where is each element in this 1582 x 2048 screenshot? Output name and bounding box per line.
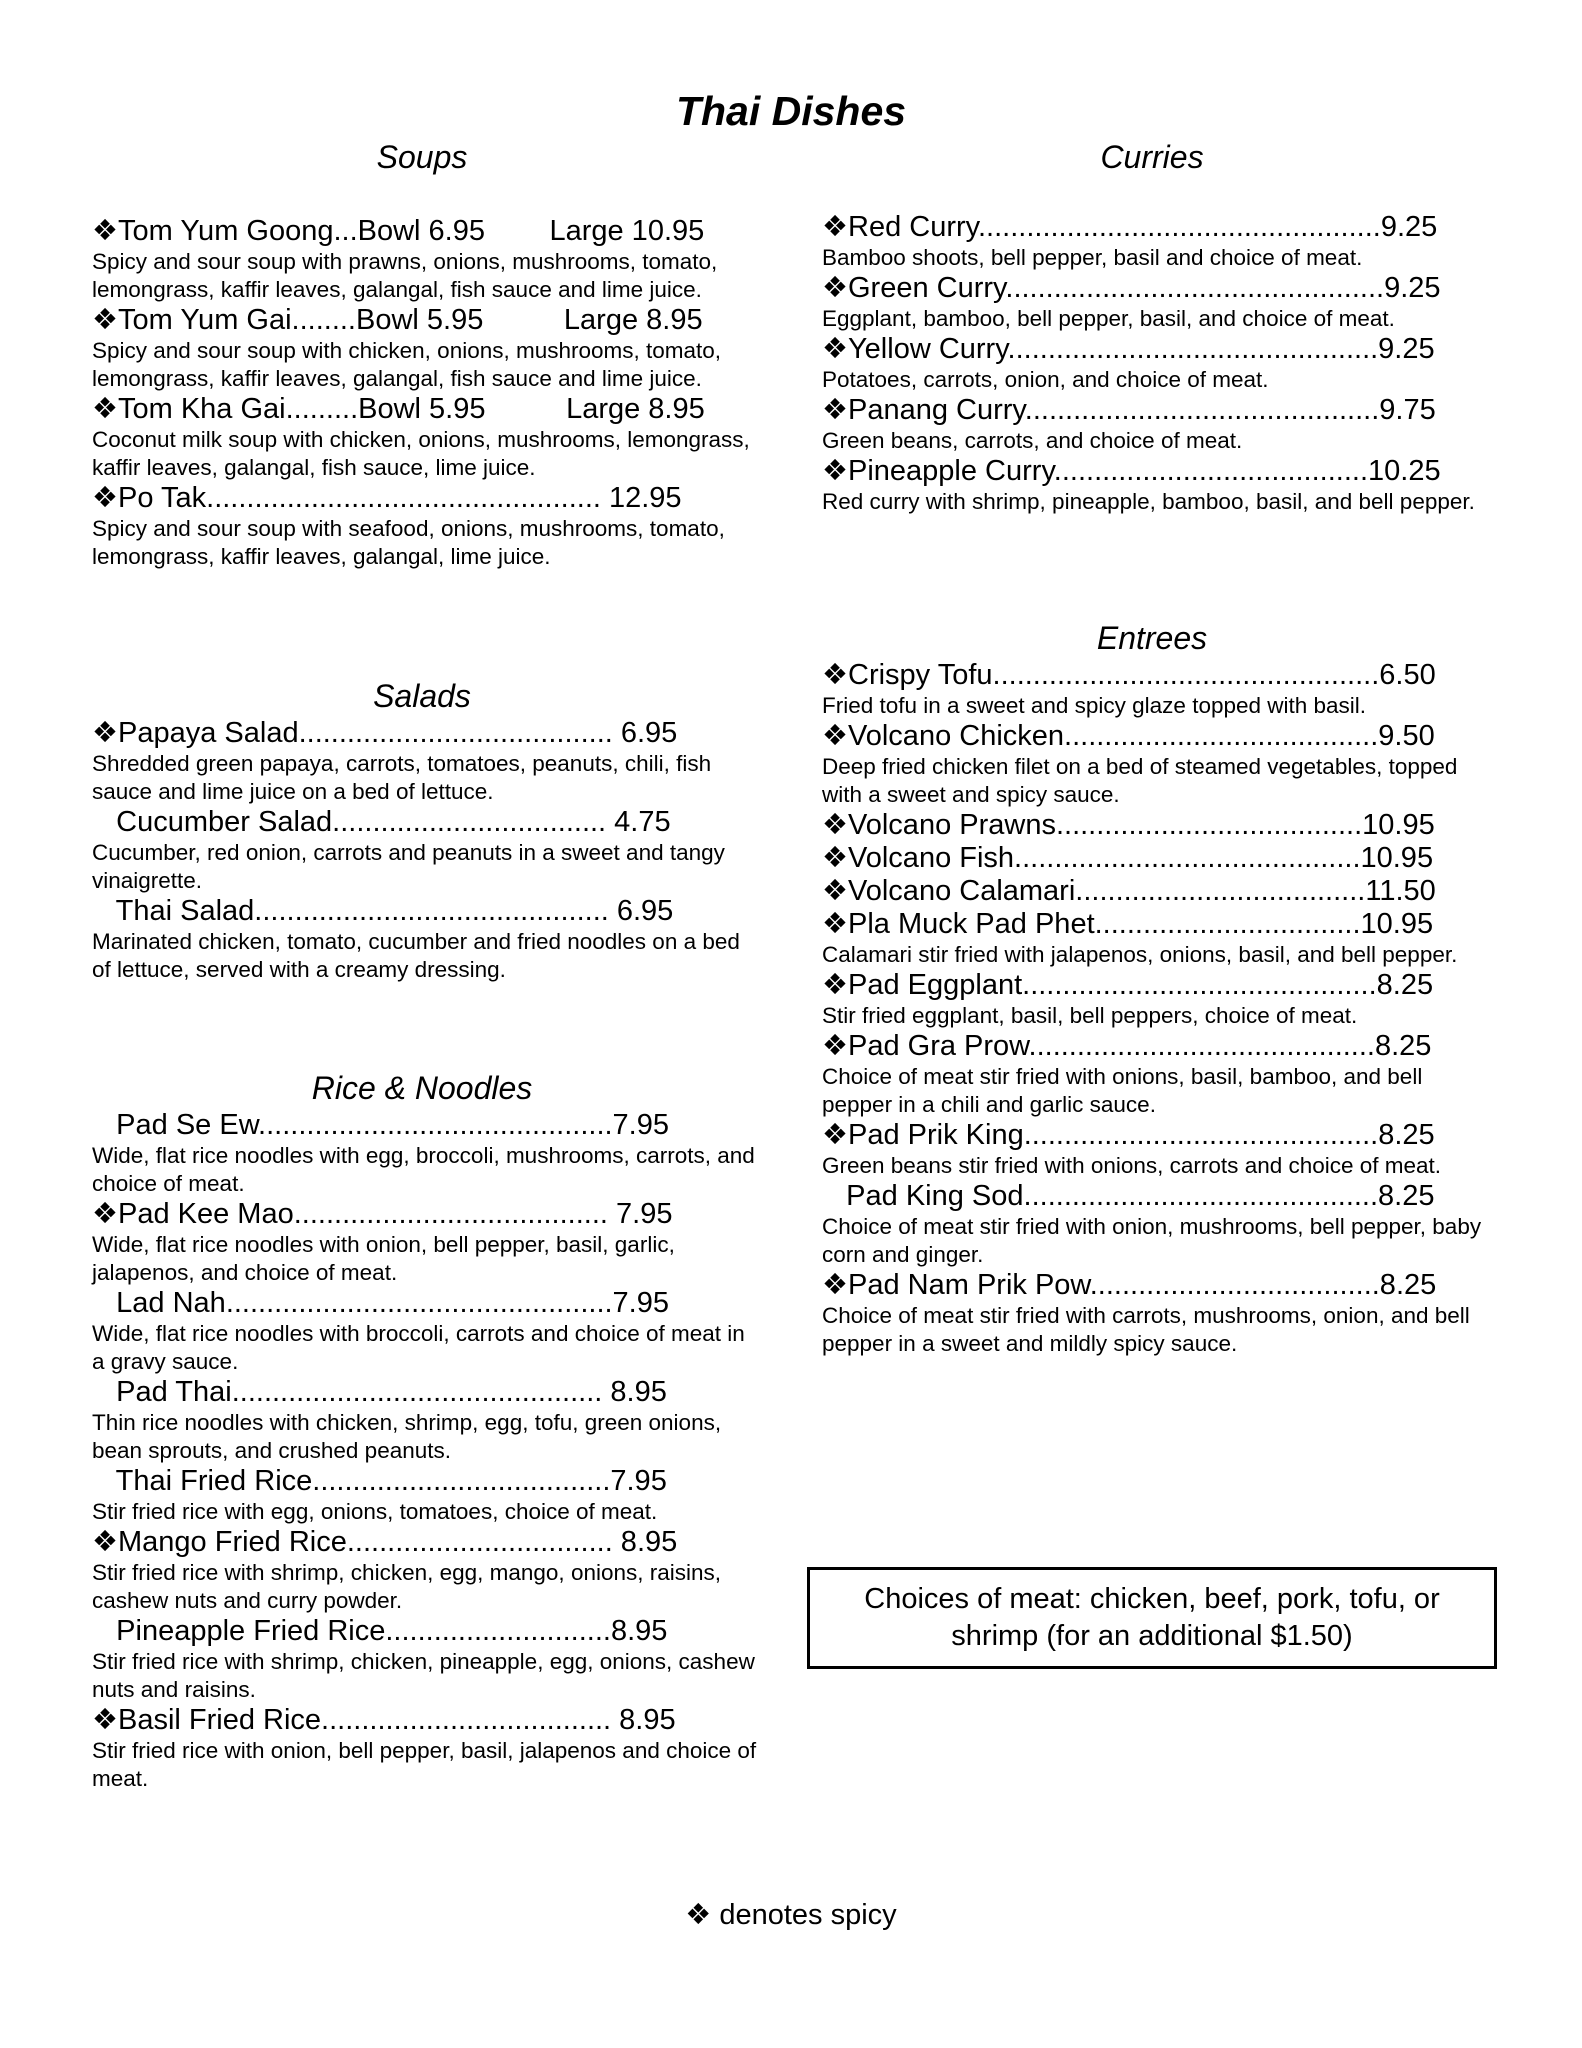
- menu-item: [92, 717, 762, 806]
- item-description: Calamari stir fried with jalapenos, onions, basil, and bell pepper.: [822, 942, 1458, 967]
- item-description: Red curry with shrimp, pineapple, bamboo, basil, and bell pepper.: [822, 489, 1475, 514]
- item-name: ❖Panang Curry............................................9.75: [822, 394, 1436, 426]
- page-title: Thai Dishes: [675, 88, 907, 134]
- item-name: ❖Pad Kee Mao....................................... 7.95: [92, 1198, 673, 1230]
- item-name: Thai Salad............................................ 6.95: [92, 895, 674, 927]
- item-description: Potatoes, carrots, onion, and choice of meat.: [822, 367, 1269, 392]
- item-description: Wide, flat rice noodles with egg, broccoli, mushrooms, carrots, and choice of meat.: [92, 1143, 755, 1196]
- menu-item: [822, 333, 1492, 394]
- menu-item: [92, 895, 762, 984]
- item-name: Cucumber Salad.................................. 4.75: [92, 806, 671, 838]
- item-name: ❖Pad Gra Prow...........................................8.25: [822, 1030, 1432, 1062]
- meat-choices-text: Choices of meat: chicken, beef, pork, tofu, or shrimp (for an additional $1.50): [864, 1583, 1440, 1652]
- menu-item: [822, 659, 1492, 720]
- item-description: Stir fried rice with egg, onions, tomatoes, choice of meat.: [92, 1499, 658, 1524]
- menu-item: [822, 842, 1492, 875]
- item-description: Stir fried rice with shrimp, chicken, pineapple, egg, onions, cashew nuts and raisins.: [92, 1649, 755, 1702]
- item-description: Marinated chicken, tomato, cucumber and fried noodles on a bed of lettuce, served with a creamy dressing.: [92, 929, 740, 982]
- item-name: ❖Tom Kha Gai.........Bowl 5.95 Large 8.95: [92, 393, 705, 425]
- salads-list: [92, 717, 762, 984]
- item-name: Pad Thai.............................................. 8.95: [92, 1376, 667, 1408]
- rice-noodles-heading: Rice & Noodles: [311, 1070, 533, 1106]
- item-name: ❖Crispy Tofu................................................6.50: [822, 659, 1436, 691]
- item-description: Stir fried eggplant, basil, bell peppers, choice of meat.: [822, 1003, 1358, 1028]
- menu-item: [822, 1269, 1492, 1358]
- menu-item: [92, 1526, 762, 1615]
- menu-item: [92, 1109, 762, 1198]
- menu-item: [822, 272, 1492, 333]
- menu-item: [822, 455, 1492, 516]
- item-description: Thin rice noodles with chicken, shrimp, egg, tofu, green onions, bean sprouts, and crushed peanuts.: [92, 1410, 722, 1463]
- salads-heading: Salads: [373, 678, 471, 714]
- menu-item: [92, 1704, 762, 1793]
- item-name: ❖Pad Prik King............................................8.25: [822, 1119, 1435, 1151]
- item-description: Cucumber, red onion, carrots and peanuts in a sweet and tangy vinaigrette.: [92, 840, 725, 893]
- entrees-heading: Entrees: [1096, 620, 1208, 656]
- soups-list: [92, 215, 762, 571]
- item-name: Thai Fried Rice.....................................7.95: [92, 1465, 667, 1497]
- item-name: Pad Se Ew............................................7.95: [92, 1109, 669, 1141]
- item-name: Lad Nah................................................7.95: [92, 1287, 669, 1319]
- menu-item: [92, 1615, 762, 1704]
- menu-item: [822, 1030, 1492, 1119]
- item-description: Green beans stir fried with onions, carrots and choice of meat.: [822, 1153, 1442, 1178]
- rice-noodles-list: [92, 1109, 762, 1793]
- item-name: ❖Red Curry..................................................9.25: [822, 211, 1438, 243]
- item-description: Green beans, carrots, and choice of meat.: [822, 428, 1243, 453]
- item-description: Shredded green papaya, carrots, tomatoes, peanuts, chili, fish sauce and lime juice on a bed of lettuce.: [92, 751, 712, 804]
- item-name: ❖Tom Yum Gai........Bowl 5.95 Large 8.95: [92, 304, 703, 336]
- soups-heading: Soups: [376, 139, 468, 175]
- item-description: Fried tofu in a sweet and spicy glaze topped with basil.: [822, 693, 1367, 718]
- item-description: Wide, flat rice noodles with broccoli, carrots and choice of meat in a gravy sauce.: [92, 1321, 745, 1374]
- item-description: Eggplant, bamboo, bell pepper, basil, and choice of meat.: [822, 306, 1395, 331]
- item-name: ❖Volcano Chicken.......................................9.50: [822, 720, 1435, 752]
- item-description: Choice of meat stir fried with onions, basil, bamboo, and bell pepper in a chili and garlic sauce.: [822, 1064, 1423, 1117]
- curries-heading: Curries: [1100, 139, 1204, 175]
- menu-item: [92, 215, 762, 304]
- item-description: Wide, flat rice noodles with onion, bell pepper, basil, garlic, jalapenos, and choice of meat.: [92, 1232, 675, 1285]
- item-description: Spicy and sour soup with seafood, onions, mushrooms, tomato, lemongrass, kaffir leaves, galangal, lime juice.: [92, 516, 725, 569]
- item-description: Stir fried rice with onion, bell pepper, basil, jalapenos and choice of meat.: [92, 1738, 757, 1791]
- curries-list: [822, 211, 1492, 516]
- item-description: Bamboo shoots, bell pepper, basil and choice of meat.: [822, 245, 1363, 270]
- menu-item: [92, 1376, 762, 1465]
- item-name: ❖Tom Yum Goong...Bowl 6.95 Large 10.95: [92, 215, 705, 247]
- item-name: ❖Volcano Fish...........................................10.95: [822, 842, 1434, 874]
- item-description: Choice of meat stir fried with carrots, mushrooms, onion, and bell pepper in a sweet and mildly spicy sauce.: [822, 1303, 1470, 1356]
- menu-item: [822, 875, 1492, 908]
- menu-item: [822, 969, 1492, 1030]
- meat-choices-note: [807, 1567, 1497, 1669]
- item-name: ❖Pad Eggplant............................................8.25: [822, 969, 1434, 1001]
- menu-item: [92, 304, 762, 393]
- spicy-legend: ❖ denotes spicy: [685, 1899, 897, 1931]
- item-description: Coconut milk soup with chicken, onions, mushrooms, lemongrass, kaffir leaves, galangal, fish sauce, lime juice.: [92, 427, 750, 480]
- item-description: Spicy and sour soup with chicken, onions, mushrooms, tomato, lemongrass, kaffir leaves, galangal, fish sauce and lime juice.: [92, 338, 722, 391]
- menu-item: [92, 1287, 762, 1376]
- item-name: ❖Green Curry...............................................9.25: [822, 272, 1441, 304]
- menu-item: [92, 393, 762, 482]
- item-name: Pad King Sod............................................8.25: [822, 1180, 1435, 1212]
- menu-item: [92, 1465, 762, 1526]
- menu-item: [822, 908, 1492, 969]
- item-name: ❖Basil Fried Rice.................................... 8.95: [92, 1704, 676, 1736]
- item-description: Deep fried chicken filet on a bed of steamed vegetables, topped with a sweet and spicy sauce.: [822, 754, 1458, 807]
- menu-item: [822, 720, 1492, 809]
- item-name: Pineapple Fried Rice............................8.95: [92, 1615, 668, 1647]
- menu-item: [92, 1198, 762, 1287]
- menu-item: [822, 211, 1492, 272]
- item-description: Spicy and sour soup with prawns, onions, mushrooms, tomato, lemongrass, kaffir leaves, galangal, fish sauce and lime juice.: [92, 249, 718, 302]
- item-description: Choice of meat stir fried with onion, mushrooms, bell pepper, baby corn and ginger.: [822, 1214, 1482, 1267]
- item-name: ❖Pla Muck Pad Phet.................................10.95: [822, 908, 1434, 940]
- menu-item: [92, 482, 762, 571]
- menu-item: [92, 806, 762, 895]
- menu-item: [822, 394, 1492, 455]
- item-name: ❖Volcano Calamari....................................11.50: [822, 875, 1436, 907]
- item-name: ❖Yellow Curry..............................................9.25: [822, 333, 1435, 365]
- item-name: ❖Po Tak................................................. 12.95: [92, 482, 682, 514]
- menu-item: [822, 809, 1492, 842]
- menu-item: [822, 1180, 1492, 1269]
- entrees-list: [822, 659, 1492, 1358]
- item-name: ❖Volcano Prawns......................................10.95: [822, 809, 1435, 841]
- item-name: ❖Pineapple Curry.......................................10.25: [822, 455, 1441, 487]
- item-description: Stir fried rice with shrimp, chicken, egg, mango, onions, raisins, cashew nuts and curry powder.: [92, 1560, 722, 1613]
- menu-item: [822, 1119, 1492, 1180]
- item-name: ❖Papaya Salad....................................... 6.95: [92, 717, 678, 749]
- item-name: ❖Mango Fried Rice................................. 8.95: [92, 1526, 678, 1558]
- item-name: ❖Pad Nam Prik Pow....................................8.25: [822, 1269, 1437, 1301]
